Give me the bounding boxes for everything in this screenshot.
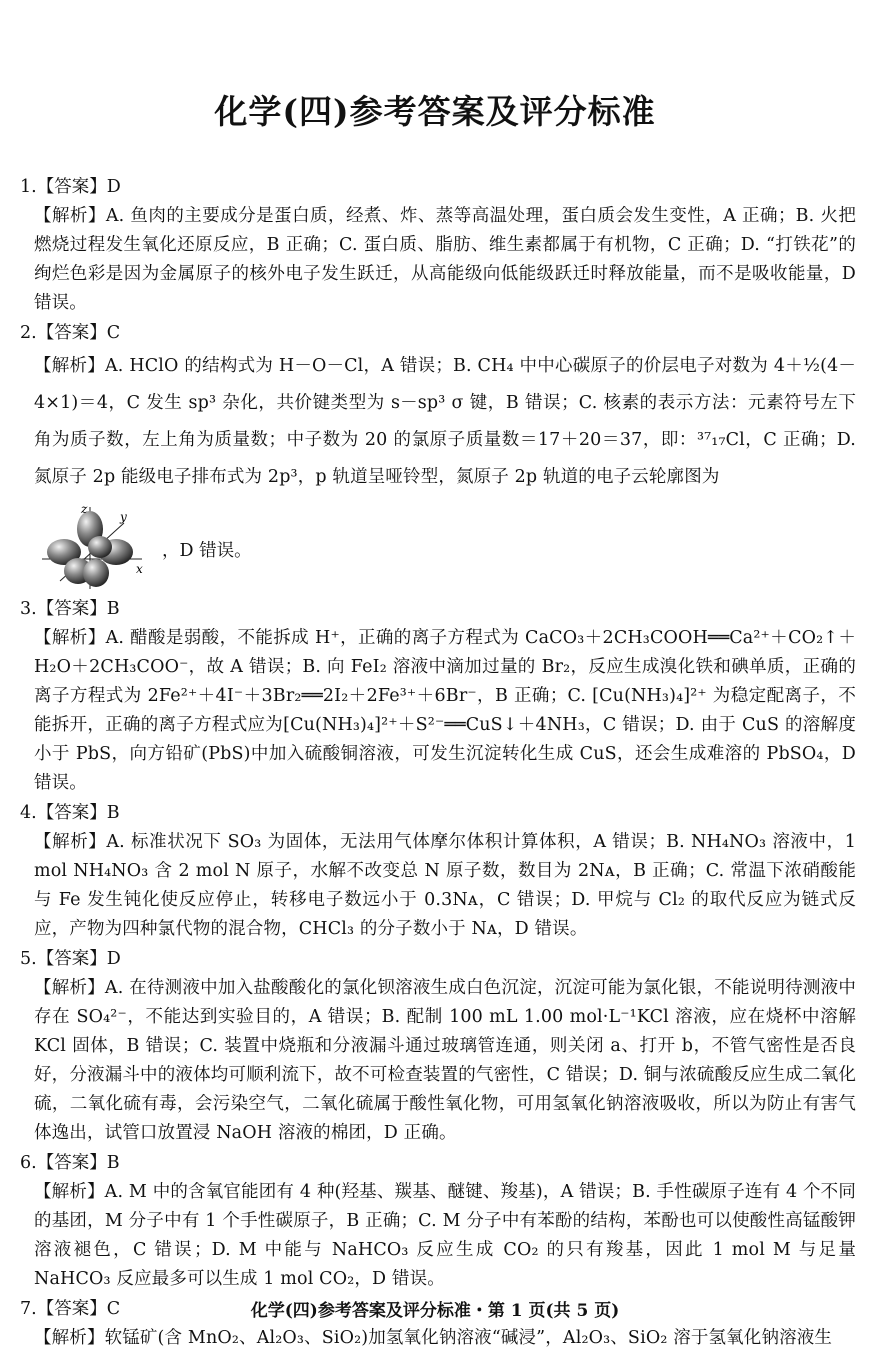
explanation: 【解析】A. 鱼肉的主要成分是蛋白质，经煮、炸、蒸等高温处理，蛋白质会发生变性，A 正确；B. 火把燃烧过程发生氧化还原反应，B 正确；C. 蛋白质、脂肪、维生素都属于有机物，C 正确；D. “打铁花”的绚烂色彩是因为金属原子的核外电子发生跃迁，从高能级向低能级跃迁时释放能量，而不是吸收能量，D 错误。 (34, 206, 856, 313)
answer-line: 3.【答案】B (20, 599, 120, 619)
answer-line: 2.【答案】C (20, 323, 121, 343)
z-axis-label: z (81, 502, 88, 516)
y-axis-label: y (120, 510, 127, 524)
explanation: 【解析】A. 标准状况下 SO₃ 为固体，无法用气体摩尔体积计算体积，A 错误；B. NH₄NO₃ 溶液中，1 mol NH₄NO₃ 含 2 mol N 原子，水解不改变总 N 原子数，数目为 2Nᴀ，B 正确；C. 常温下浓硝酸能与 Fe 发生钝化使反应停止，转移电子数远小于 0.3Nᴀ，C 错误；D. 甲烷与 Cl₂ 的取代反应为链式反应，产物为四种氯代物的混合物，CHCl₃ 的分子数小于 Nᴀ，D 错误。 (34, 832, 856, 939)
answer-line: 4.【答案】B (20, 803, 120, 823)
answer-line: 6.【答案】B (20, 1153, 120, 1173)
question-6 (20, 1148, 856, 1294)
explanation: 【解析】A. 醋酸是弱酸，不能拆成 H⁺，正确的离子方程式为 CaCO₃＋2CH₃COOH══Ca²⁺＋CO₂↑＋H₂O＋2CH₃COO⁻，故 A 错误；B. 向 FeI₂ 溶液中滴加过量的 Br₂，反应生成溴化铁和碘单质，正确的离子方程式为 2Fe²⁺＋4I⁻＋3Br₂══2I₂＋2Fe³⁺＋6Br⁻，B 正确；C. [Cu(NH₃)₄]²⁺ 为稳定配离子，不能拆开，正确的离子方程式应为[Cu(NH₃)₄]²⁺＋S²⁻══CuS↓＋4NH₃，C 错误；D. 由于 CuS 的溶解度小于 PbS，向方铅矿(PbS)中加入硫酸铜溶液，可发生沉淀转化生成 CuS，还会生成难溶的 PbSO₄，D 错误。 (34, 628, 856, 793)
x-axis-label: x (136, 562, 143, 576)
explanation: 【解析】A. 在待测液中加入盐酸酸化的氯化钡溶液生成白色沉淀，沉淀可能为氯化银，不能说明待测液中存在 SO₄²⁻，不能达到实验目的，A 错误；B. 配制 100 mL 1.00 mol·L⁻¹KCl 溶液，应在烧杯中溶解 KCl 固体，B 错误；C. 装置中烧瓶和分液漏斗通过玻璃管连通，则关闭 a、打开 b，不管气密性是否良好，分液漏斗中的液体均可顺利流下，故不可检查装置的气密性，C 错误；D. 铜与浓硫酸反应生成二氧化硫，二氧化硫有毒，会污染空气，二氧化硫属于酸性氧化物，可用氢氧化钠溶液吸收，所以为防止有害气体逸出，试管口放置浸 NaOH 溶液的棉团，D 正确。 (34, 978, 856, 1143)
page-title: 化学(四)参考答案及评分标准 (214, 92, 656, 131)
question-1 (20, 172, 856, 318)
p-orbital-diagram-row (20, 496, 856, 594)
explanation: 【解析】软锰矿(含 MnO₂、Al₂O₃、SiO₂)加氢氧化钠溶液“碱浸”，Al₂O₃、SiO₂ 溶于氢氧化钠溶液生 (34, 1328, 833, 1348)
p-orbital-diagram (38, 499, 158, 591)
diagram-tail-text: ，D 错误。 (162, 540, 252, 561)
question-5 (20, 944, 856, 1148)
answer-list (20, 172, 856, 1353)
explanation: 【解析】A. M 中的含氧官能团有 4 种(羟基、羰基、醚键、羧基)，A 错误；B. 手性碳原子连有 4 个不同的基团，M 分子中有 1 个手性碳原子，B 正确；C. M 分子中有苯酚的结构，苯酚也可以使酸性高锰酸钾溶液褪色，C 错误；D. M 中能与 NaHCO₃ 反应生成 CO₂ 的只有羧基，因此 1 mol M 与足量 NaHCO₃ 反应最多可以生成 1 mol CO₂，D 错误。 (34, 1182, 856, 1289)
answer-line: 7.【答案】C (20, 1299, 121, 1319)
answer-line: 5.【答案】D (20, 949, 121, 969)
question-3 (20, 594, 856, 798)
answer-line: 1.【答案】D (20, 177, 121, 197)
py-lobe-back (88, 536, 112, 558)
question-4 (20, 798, 856, 944)
question-2 (20, 318, 856, 594)
explanation: 【解析】A. HClO 的结构式为 H－O－Cl，A 错误；B. CH₄ 中中心碳原子的价层电子对数为 4＋½(4－4×1)＝4，C 发生 sp³ 杂化，共价键类型为 s－sp³ σ 键，B 错误；C. 核素的表示方法：元素符号左下角为质子数，左上角为质量数；中子数为 20 的氯原子质量数＝17＋20＝37，即：³⁷₁₇Cl，C 正确；D. 氮原子 2p 能级电子排布式为 2p³，p 轨道呈哑铃型，氮原子 2p 轨道的电子云轮廓图为 (34, 356, 856, 487)
pz-lobe-bottom (83, 559, 109, 587)
page-footer: 化学(四)参考答案及评分标准・第 1 页(共 5 页) (250, 1301, 620, 1321)
